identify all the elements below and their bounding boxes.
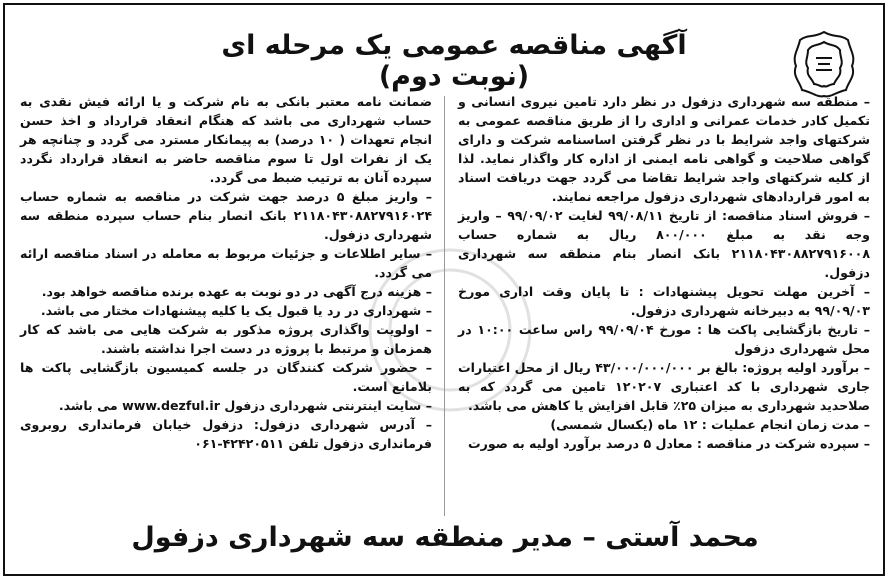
- paragraph-payment: – واریز مبلغ ۵ درصد جهت شرکت در مناقصه به شماره حساب ۲۱۱۸۰۴۳۰۸۸۲۷۹۱۶۰۲۴ بانک انصار بنام حساب سپرده منطقه سه شهرداری دزفول.: [20, 189, 432, 242]
- column-divider: [444, 96, 445, 516]
- paragraph-guarantee: ضمانت نامه معتبر بانکی به نام شرکت و یا ارائه فیش نقدی به حساب شهرداری می باشد که هنگام انعقاد قرارداد و اخذ حسن انجام تعهدات ( ۱۰ درصد) به پیمانکار مسترد می گردد و چنانچه هر یک از نفرات اول تا سوم مناقصه حاضر به انعقاد قرارداد نگردد سپرده آنان به ترتیب ضبط می گردد.: [20, 94, 432, 185]
- paragraph-attendance: – حضور شرکت کنندگان در جلسه کمیسیون بازگشایی پاکت ها بلامانع است.: [20, 360, 432, 394]
- municipality-seal-icon: [788, 28, 860, 100]
- right-column: [458, 92, 870, 512]
- paragraph-estimate: – برآورد اولیه پروژه: بالغ بر ۴۳/۰۰۰/۰۰۰/۰۰۰ ریال از محل اعتبارات جاری شهرداری با کد اعتباری ۱۲۰۲۰۷ تامین می گردد که به صلاحدید شهرداری به میزان ۲۵٪ قابل افزایش یا کاهش می باشد.: [458, 360, 870, 413]
- signature-line: محمد آستی – مدیر منطقه سه شهرداری دزفول: [131, 522, 759, 553]
- paragraph-deadline: – آخرین مهلت تحویل پیشنهادات : تا پایان وقت اداری مورخ ۹۹/۰۹/۰۳ به دبیرخانه شهرداری دزفول.: [458, 284, 870, 318]
- paragraph-priority: – اولویت واگذاری پروژه مذکور به شرکت هایی می باشد که کار همزمان و مرتبط با پروژه در دست اجرا نداشته باشند.: [20, 322, 432, 356]
- paragraph-deposit: – سپرده شرکت در مناقصه : معادل ۵ درصد برآورد اولیه به صورت: [467, 436, 870, 451]
- paragraph-ad-cost: – هزینه درج آگهی در دو نوبت به عهده برنده مناقصه خواهد بود.: [41, 284, 432, 299]
- notice-title: آگهی مناقصه عمومی یک مرحله ای (نوبت دوم): [221, 30, 687, 92]
- paragraph-reject: – شهرداری در رد یا قبول یک یا کلیه پیشنهادات مختار می باشد.: [40, 303, 432, 318]
- paragraph-other-info: – سایر اطلاعات و جزئیات مربوط به معامله در اسناد مناقصه ارائه می گردد.: [20, 246, 432, 280]
- paragraph-intro: – منطقه سه شهرداری دزفول در نظر دارد تامین نیروی انسانی و تکمیل کادر خدمات عمرانی و اداری را از طریق مناقصه عمومی به شرکتهای واجد شرایط با در نظر گرفتن اساسنامه شرکت و دارای گواهی صلاحیت و گواهی نامه ایمنی از اداره کار واگذار نماید. لذا از کلیه شرکتهای واجد شرایط تقاضا می گردد جهت دریافت اسناد به امور قراردادهای شهرداری دزفول مراجعه نمایند.: [458, 94, 870, 204]
- notice-header: [14, 14, 876, 92]
- paragraph-sale: – فروش اسناد مناقصه: از تاریخ ۹۹/۰۸/۱۱ لغایت ۹۹/۰۹/۰۲ – واریز وجه نقد به مبلغ ۸۰۰/۰۰۰ ریال به شماره حساب ۲۱۱۸۰۴۳۰۸۸۲۷۹۱۶۰۰۸ بانک انصار بنام منطقه سه شهرداری دزفول.: [458, 208, 870, 280]
- paragraph-duration: – مدت زمان انجام عملیات : ۱۲ ماه (یکسال شمسی): [550, 417, 870, 432]
- left-column: [20, 92, 432, 512]
- paragraph-website: – سایت اینترنتی شهرداری دزفول www.dezful.ir می باشد.: [58, 398, 432, 413]
- paragraph-opening: – تاریخ بازگشایی پاکت ها : مورخ ۹۹/۰۹/۰۴ راس ساعت ۱۰:۰۰ در محل شهرداری دزفول: [458, 322, 870, 356]
- paragraph-address: – آدرس شهرداری دزفول: دزفول خیابان فرمانداری روبروی فرمانداری دزفول تلفن ۴۲۴۲۰۵۱۱-۰۶۱: [20, 417, 432, 451]
